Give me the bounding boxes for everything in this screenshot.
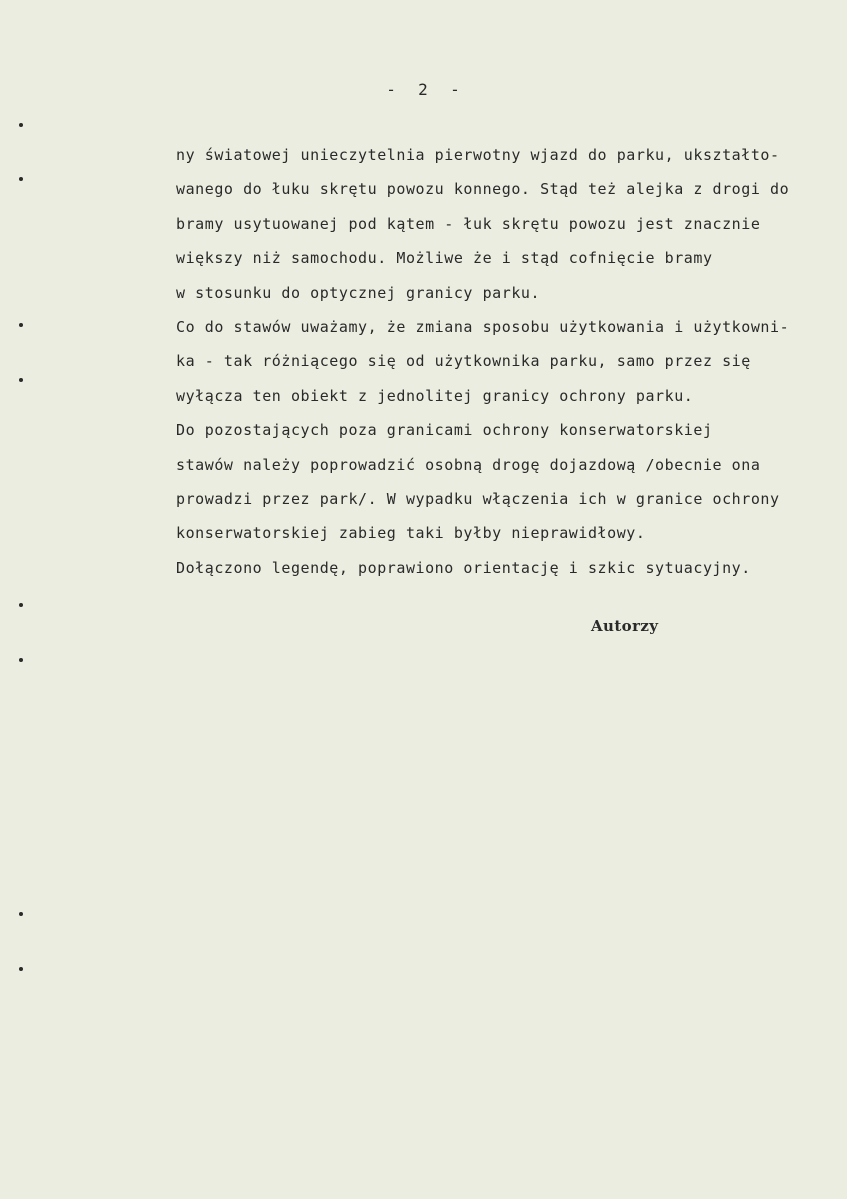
page-number: - 2 -	[386, 80, 461, 99]
text-line: Co do stawów uważamy, że zmiana sposobu użytkowania i użytkowni-	[176, 317, 790, 336]
text-line: wanego do łuku skrętu powozu konnego. Stąd też alejka z drogi do	[176, 180, 790, 199]
margin-mark	[19, 177, 23, 181]
text-line: ka - tak różniącego się od użytkownika parku, samo przez się	[176, 352, 751, 371]
text-line: ny światowej unieczytelnia pierwotny wjazd do parku, ukształto-	[176, 146, 780, 164]
margin-mark	[19, 123, 23, 127]
text-line: wyłącza ten obiekt z jednolitej granicy ochrony parku.	[176, 386, 694, 405]
signature: Autorzy	[591, 617, 659, 635]
text-line: w stosunku do optycznej granicy parku.	[176, 283, 541, 302]
margin-mark	[19, 378, 23, 382]
text-line: Dołączono legendę, poprawiono orientację i szkic sytuacyjny.	[176, 558, 751, 577]
text-line: większy niż samochodu. Możliwe że i stąd cofnięcie bramy	[176, 249, 713, 268]
margin-mark	[19, 912, 23, 916]
text-line: Do pozostających poza granicami ochrony konserwatorskiej	[176, 421, 713, 440]
text-line: stawów należy poprowadzić osobną drogę dojazdową /obecnie ona	[176, 455, 761, 474]
margin-mark	[19, 323, 23, 327]
text-line: prowadzi przez park/. W wypadku włączenia ich w granice ochrony	[176, 489, 780, 508]
margin-mark	[19, 603, 23, 607]
margin-mark	[19, 658, 23, 662]
margin-mark	[19, 967, 23, 971]
body-text	[176, 138, 846, 585]
text-line: konserwatorskiej zabieg taki byłby nieprawidłowy.	[176, 524, 646, 543]
text-line: bramy usytuowanej pod kątem - łuk skrętu powozu jest znacznie	[176, 214, 761, 233]
